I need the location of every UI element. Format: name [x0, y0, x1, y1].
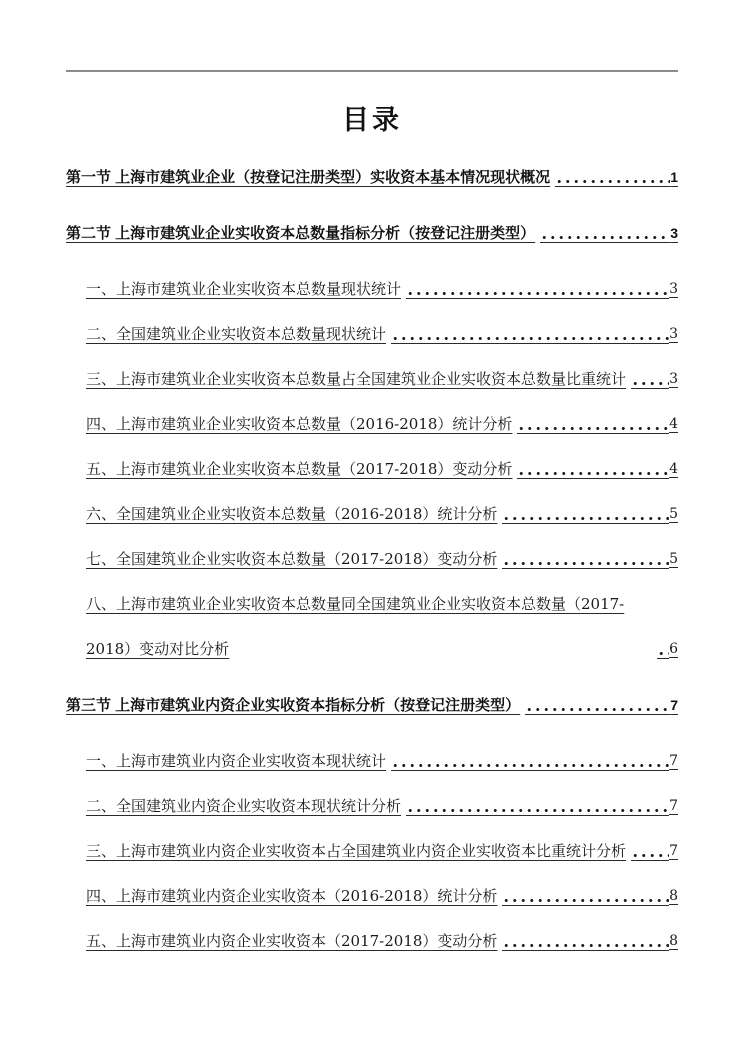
item-title: 八、上海市建筑业企业实收资本总数量同全国建筑业企业实收资本总数量（2017-2018）变动对比分析	[86, 595, 625, 658]
dot-leader	[517, 402, 669, 447]
item-page-number: 5	[669, 506, 678, 522]
toc-item-entry[interactable]	[66, 874, 678, 919]
toc-item-entry[interactable]	[66, 402, 678, 447]
toc-item-entry[interactable]	[66, 739, 678, 784]
dot-leader	[631, 357, 669, 402]
toc	[66, 155, 678, 964]
item-title: 二、全国建筑业内资企业实收资本现状统计分析	[86, 797, 402, 815]
section-page-number: 1	[670, 169, 678, 185]
item-title: 五、上海市建筑业内资企业实收资本（2017-2018）变动分析	[86, 932, 498, 950]
item-page-number: 8	[669, 933, 678, 949]
section-title: 第三节 上海市建筑业内资企业实收资本指标分析（按登记注册类型）	[66, 697, 521, 714]
item-title: 六、全国建筑业企业实收资本总数量（2016-2018）统计分析	[86, 505, 498, 523]
section-items	[66, 739, 678, 964]
toc-section-entry[interactable]	[66, 683, 678, 728]
dot-leader	[391, 739, 669, 784]
item-page-number: 7	[669, 753, 678, 769]
dot-leader	[517, 447, 669, 492]
section-items	[66, 267, 678, 672]
item-title: 一、上海市建筑业内资企业实收资本现状统计	[86, 752, 387, 770]
item-page-number: 7	[669, 843, 678, 859]
toc-section	[66, 683, 678, 964]
toc-section-entry[interactable]	[66, 211, 678, 256]
item-page-number: 8	[669, 888, 678, 904]
item-page-number: 3	[669, 371, 678, 387]
item-page-number: 3	[669, 281, 678, 297]
section-page-number: 3	[670, 225, 678, 241]
toc-item-entry[interactable]	[66, 357, 678, 402]
item-page-number: 5	[669, 551, 678, 567]
toc-section	[66, 155, 678, 200]
item-page-number: 7	[669, 798, 678, 814]
dot-leader	[555, 155, 670, 200]
toc-item-entry[interactable]	[66, 447, 678, 492]
dot-leader	[631, 829, 669, 874]
item-title: 三、上海市建筑业企业实收资本总数量占全国建筑业企业实收资本总数量比重统计	[86, 370, 627, 388]
section-title: 第一节 上海市建筑业企业（按登记注册类型）实收资本基本情况现状概况	[66, 169, 551, 186]
toc-item-entry[interactable]	[66, 312, 678, 357]
item-title: 四、上海市建筑业内资企业实收资本（2016-2018）统计分析	[86, 887, 498, 905]
item-title: 四、上海市建筑业企业实收资本总数量（2016-2018）统计分析	[86, 415, 513, 433]
dot-leader	[406, 784, 669, 829]
toc-item-entry[interactable]	[66, 537, 678, 582]
section-page-number: 7	[670, 697, 678, 713]
toc-item-entry[interactable]	[66, 784, 678, 829]
item-title: 三、上海市建筑业内资企业实收资本占全国建筑业内资企业实收资本比重统计分析	[86, 842, 627, 860]
item-page-number: 4	[669, 416, 678, 432]
header-divider	[66, 70, 678, 72]
item-page-number: 3	[669, 326, 678, 342]
dot-leader	[406, 267, 669, 312]
toc-item-entry[interactable]	[66, 492, 678, 537]
item-page-number: 6	[669, 641, 678, 657]
page-title: 目录	[342, 105, 402, 135]
item-title: 七、全国建筑业企业实收资本总数量（2017-2018）变动分析	[86, 550, 498, 568]
toc-section	[66, 211, 678, 672]
dot-leader	[502, 919, 669, 964]
item-title: 一、上海市建筑业企业实收资本总数量现状统计	[86, 280, 402, 298]
item-page-number: 4	[669, 461, 678, 477]
dot-leader	[502, 492, 669, 537]
item-title: 二、全国建筑业企业实收资本总数量现状统计	[86, 325, 387, 343]
dot-leader	[502, 537, 669, 582]
toc-section-entry[interactable]	[66, 155, 678, 200]
toc-item-entry[interactable]	[66, 267, 678, 312]
toc-item-entry[interactable]	[66, 829, 678, 874]
dot-leader	[525, 683, 670, 728]
dot-leader	[391, 312, 669, 357]
toc-item-entry[interactable]	[66, 582, 678, 672]
item-title: 五、上海市建筑业企业实收资本总数量（2017-2018）变动分析	[86, 460, 513, 478]
toc-item-entry[interactable]	[66, 919, 678, 964]
dot-leader	[657, 582, 669, 672]
section-title: 第二节 上海市建筑业企业实收资本总数量指标分析（按登记注册类型）	[66, 225, 536, 242]
dot-leader	[540, 211, 670, 256]
dot-leader	[502, 874, 669, 919]
